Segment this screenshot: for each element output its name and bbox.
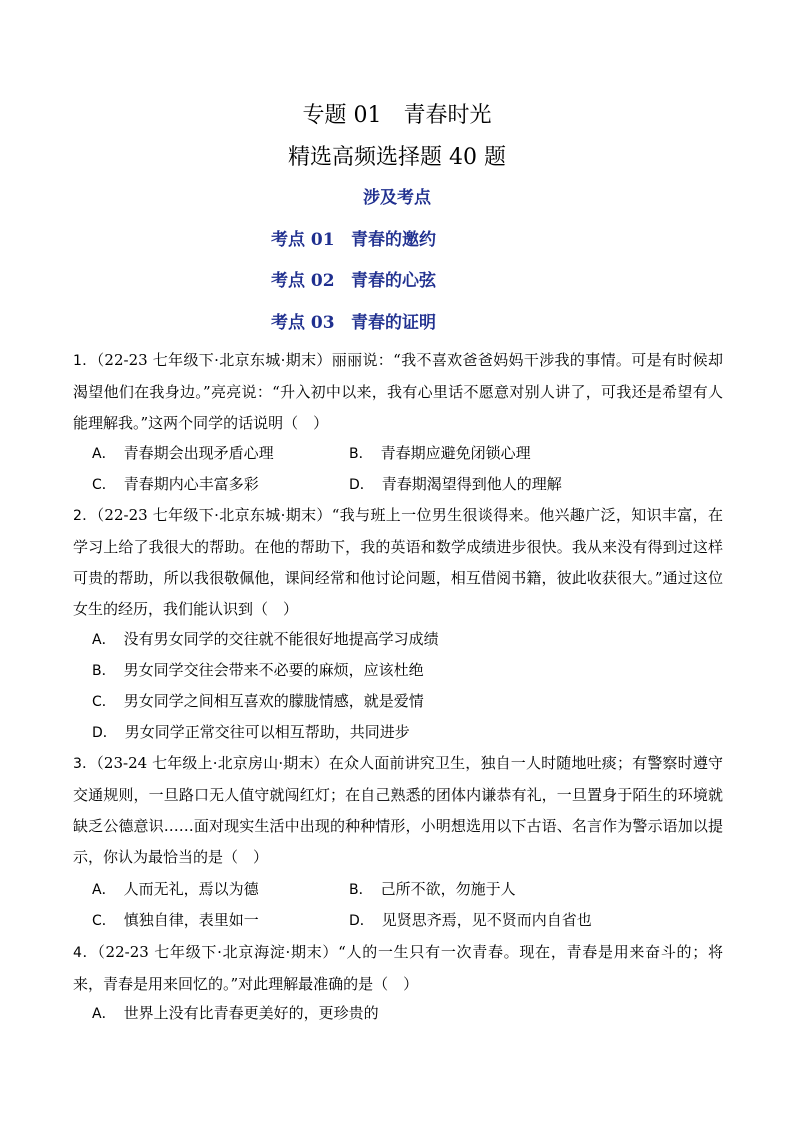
question-number: 2． (73, 508, 97, 524)
question-text: （23-24 七年级上·北京房山·期末）在众人面前讲究卫生，独自一人时随地吐痰；有警察时遵守交通规则，一旦路口无人值守就闯红灯；在自己熟悉的团体内谦恭有礼，一旦置身于陌生的环境就缺乏公德意识……面对现实生活中出现的种种情形，小明想选用以下古语、名言作为警示语加以提示，你认为最恰当的是（ ） (73, 754, 723, 866)
question-1-option-a: A． 青春期会出现矛盾心理 (92, 444, 274, 462)
topic-name: 青春的证明 (351, 313, 436, 333)
question-4-stem (73, 937, 723, 1000)
question-text: （22-23 七年级下·北京海淀·期末）“人的一生只有一次青春。现在，青春是用来奋斗的；将来，青春是用来回忆的。”对此理解最准确的是（ ） (73, 943, 723, 993)
topic-name: 青春的心弦 (351, 271, 436, 291)
document-title: 专题 01 青春时光 (302, 103, 492, 128)
question-text: （22-23 七年级下·北京东城·期末）“我与班上一位男生很谈得来。他兴趣广泛，知识丰富，在学习上给了我很大的帮助。在他的帮助下，我的英语和数学成绩进步很快。我从来没有得到过这样可贵的帮助，所以我很敬佩他，课间经常和他讨论问题，相互借阅书籍，彼此收获很大。”通过这位女生的经历，我们能认识到（ ） (73, 506, 723, 618)
question-1-option-b: B． 青春期应避免闭锁心理 (349, 444, 531, 462)
question-2-option-d: D． 男女同学正常交往可以相互帮助，共同进步 (92, 723, 410, 741)
question-1-option-d: D． 青春期渴望得到他人的理解 (349, 475, 562, 493)
question-number: 4． (73, 945, 98, 961)
topic-number: 考点 02 (271, 271, 335, 291)
question-2-option-c: C． 男女同学之间相互喜欢的朦胧情感，就是爱情 (92, 692, 424, 710)
question-number: 3． (73, 756, 97, 772)
question-3-option-a: A． 人而无礼，焉以为德 (92, 880, 259, 898)
question-3-option-b: B． 己所不欲，勿施于人 (349, 880, 516, 898)
question-1-stem (73, 345, 723, 439)
question-1-option-c: C． 青春期内心丰富多彩 (92, 475, 259, 493)
question-text: （22-23 七年级下·北京东城·期末）丽丽说：“我不喜欢爸爸妈妈干涉我的事情。可是有时候却渴望他们在我身边。”亮亮说：“升入初中以来，我有心里话不愿意对别人讲了，可我还是希望有人能理解我。”这两个同学的话说明（ ） (73, 351, 723, 432)
topic-item (271, 311, 436, 335)
question-2-option-b: B． 男女同学交往会带来不必要的麻烦，应该杜绝 (92, 661, 424, 679)
question-number: 1． (73, 353, 97, 369)
topics-heading: 涉及考点 (363, 188, 431, 208)
topic-item (271, 228, 436, 252)
topic-number: 考点 03 (271, 313, 335, 333)
question-2-option-a: A． 没有男女同学的交往就不能很好地提高学习成绩 (92, 630, 439, 648)
topic-number: 考点 01 (271, 230, 335, 250)
question-3-option-d: D． 见贤思齐焉，见不贤而内自省也 (349, 911, 592, 929)
document-subtitle: 精选高频选择题 40 题 (288, 145, 506, 170)
topic-item (271, 269, 436, 293)
question-2-stem (73, 500, 723, 625)
question-4-option-a: A． 世界上没有比青春更美好的，更珍贵的 (92, 1004, 379, 1022)
question-3-stem (73, 748, 723, 873)
topic-name: 青春的邀约 (351, 230, 436, 250)
question-3-option-c: C． 慎独自律，表里如一 (92, 911, 259, 929)
